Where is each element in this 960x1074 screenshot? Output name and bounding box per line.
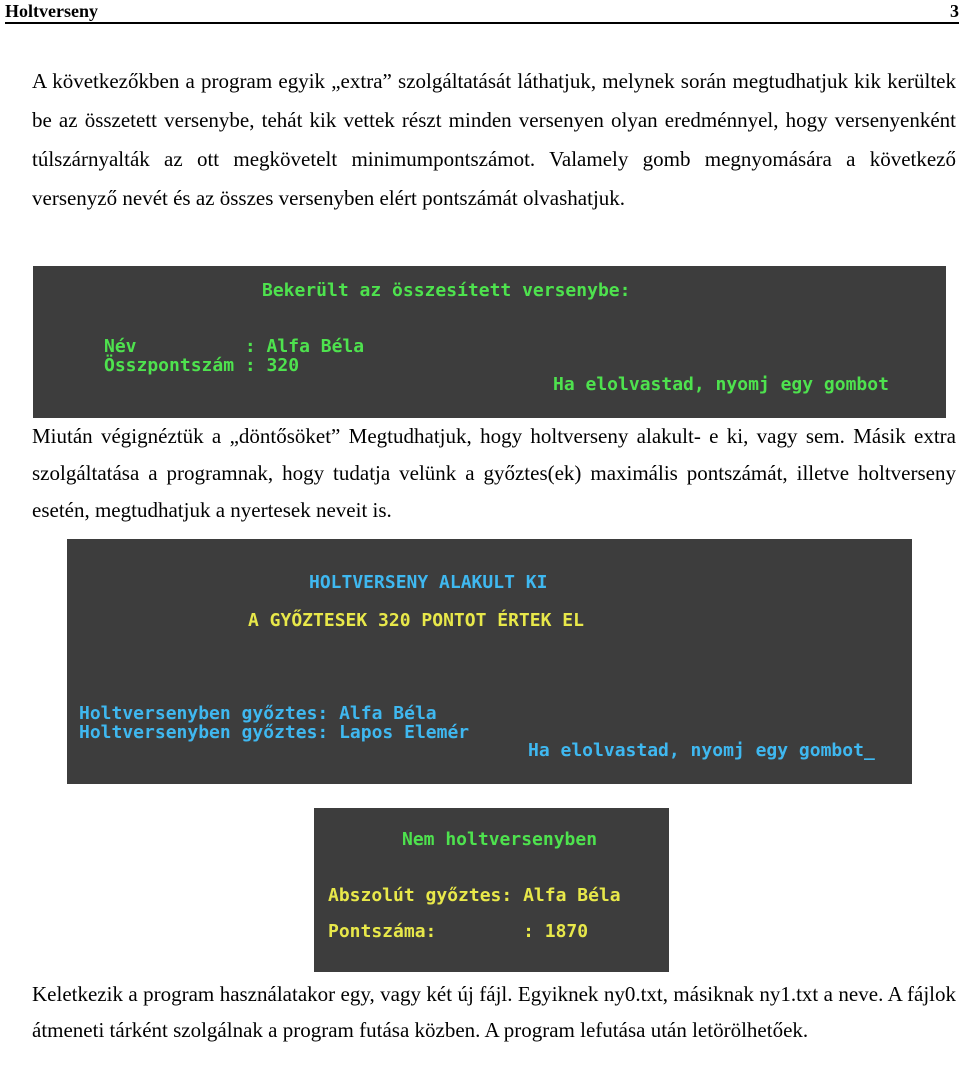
page-header xyxy=(5,0,959,24)
screen2-prompt: Ha elolvastad, nyomj egy gombot_ xyxy=(528,740,875,761)
paragraph-intro: A következőkben a program egyik „extra” szolgáltatását láthatjuk, melynek során megtudhatjuk kik kerültek be az összetett versenybe, tehát kik vettek részt minden versenyen olyan eredménnyel, hogy versenyenként túlszárnyalták az ott megkövetelt minimumpontszámot. Valamely gomb megnyomására a következő versenyző nevét és az összes versenyben elért pontszámát olvashatjuk. xyxy=(32,69,956,210)
screen2-winner-2: Holtversenyben győztes: Lapos Elemér xyxy=(79,722,470,743)
terminal-screenshot-qualified xyxy=(33,266,946,418)
screen3-score-line: Pontszáma: : 1870 xyxy=(328,921,589,942)
screen1-heading: Bekerült az összesített versenybe: xyxy=(262,280,631,301)
header-title: Holtverseny xyxy=(5,1,98,21)
screen2-heading: HOLTVERSENY ALAKULT KI xyxy=(309,572,548,593)
terminal-screenshot-tie xyxy=(67,539,912,784)
screen1-prompt: Ha elolvastad, nyomj egy gombot xyxy=(553,374,889,395)
screen1-name-line: Név : Alfa Béla xyxy=(104,336,365,357)
screen3-absolute-winner: Abszolút győztes: Alfa Béla xyxy=(328,885,621,906)
terminal-screenshot-single-winner xyxy=(314,808,669,972)
paragraph-tie: Miután végignéztük a „döntősöket” Megtudhatjuk, hogy holtverseny alakult- e ki, vagy sem. Másik extra szolgáltatása a programnak, hogy tudatja velünk a győztes(ek) maximális pontszámát, illetve holtverseny esetén, megtudhatjuk a nyertesek neveit is. xyxy=(32,424,956,522)
screen3-heading: Nem holtversenyben xyxy=(402,829,598,850)
page-number: 3 xyxy=(950,1,959,21)
screen2-winners-score: A GYŐZTESEK 320 PONTOT ÉRTEK EL xyxy=(248,610,584,631)
paragraph-files: Keletkezik a program használatakor egy, vagy két új fájl. Egyiknek ny0.txt, másiknak ny1.txt a neve. A fájlok átmeneti tárként szolgálnak a program futása közben. A program lefutása után letörölhetőek. xyxy=(32,982,956,1042)
screen1-score-line: Összpontszám : 320 xyxy=(104,355,300,376)
screen2-winner-1: Holtversenyben győztes: Alfa Béla xyxy=(79,703,437,724)
